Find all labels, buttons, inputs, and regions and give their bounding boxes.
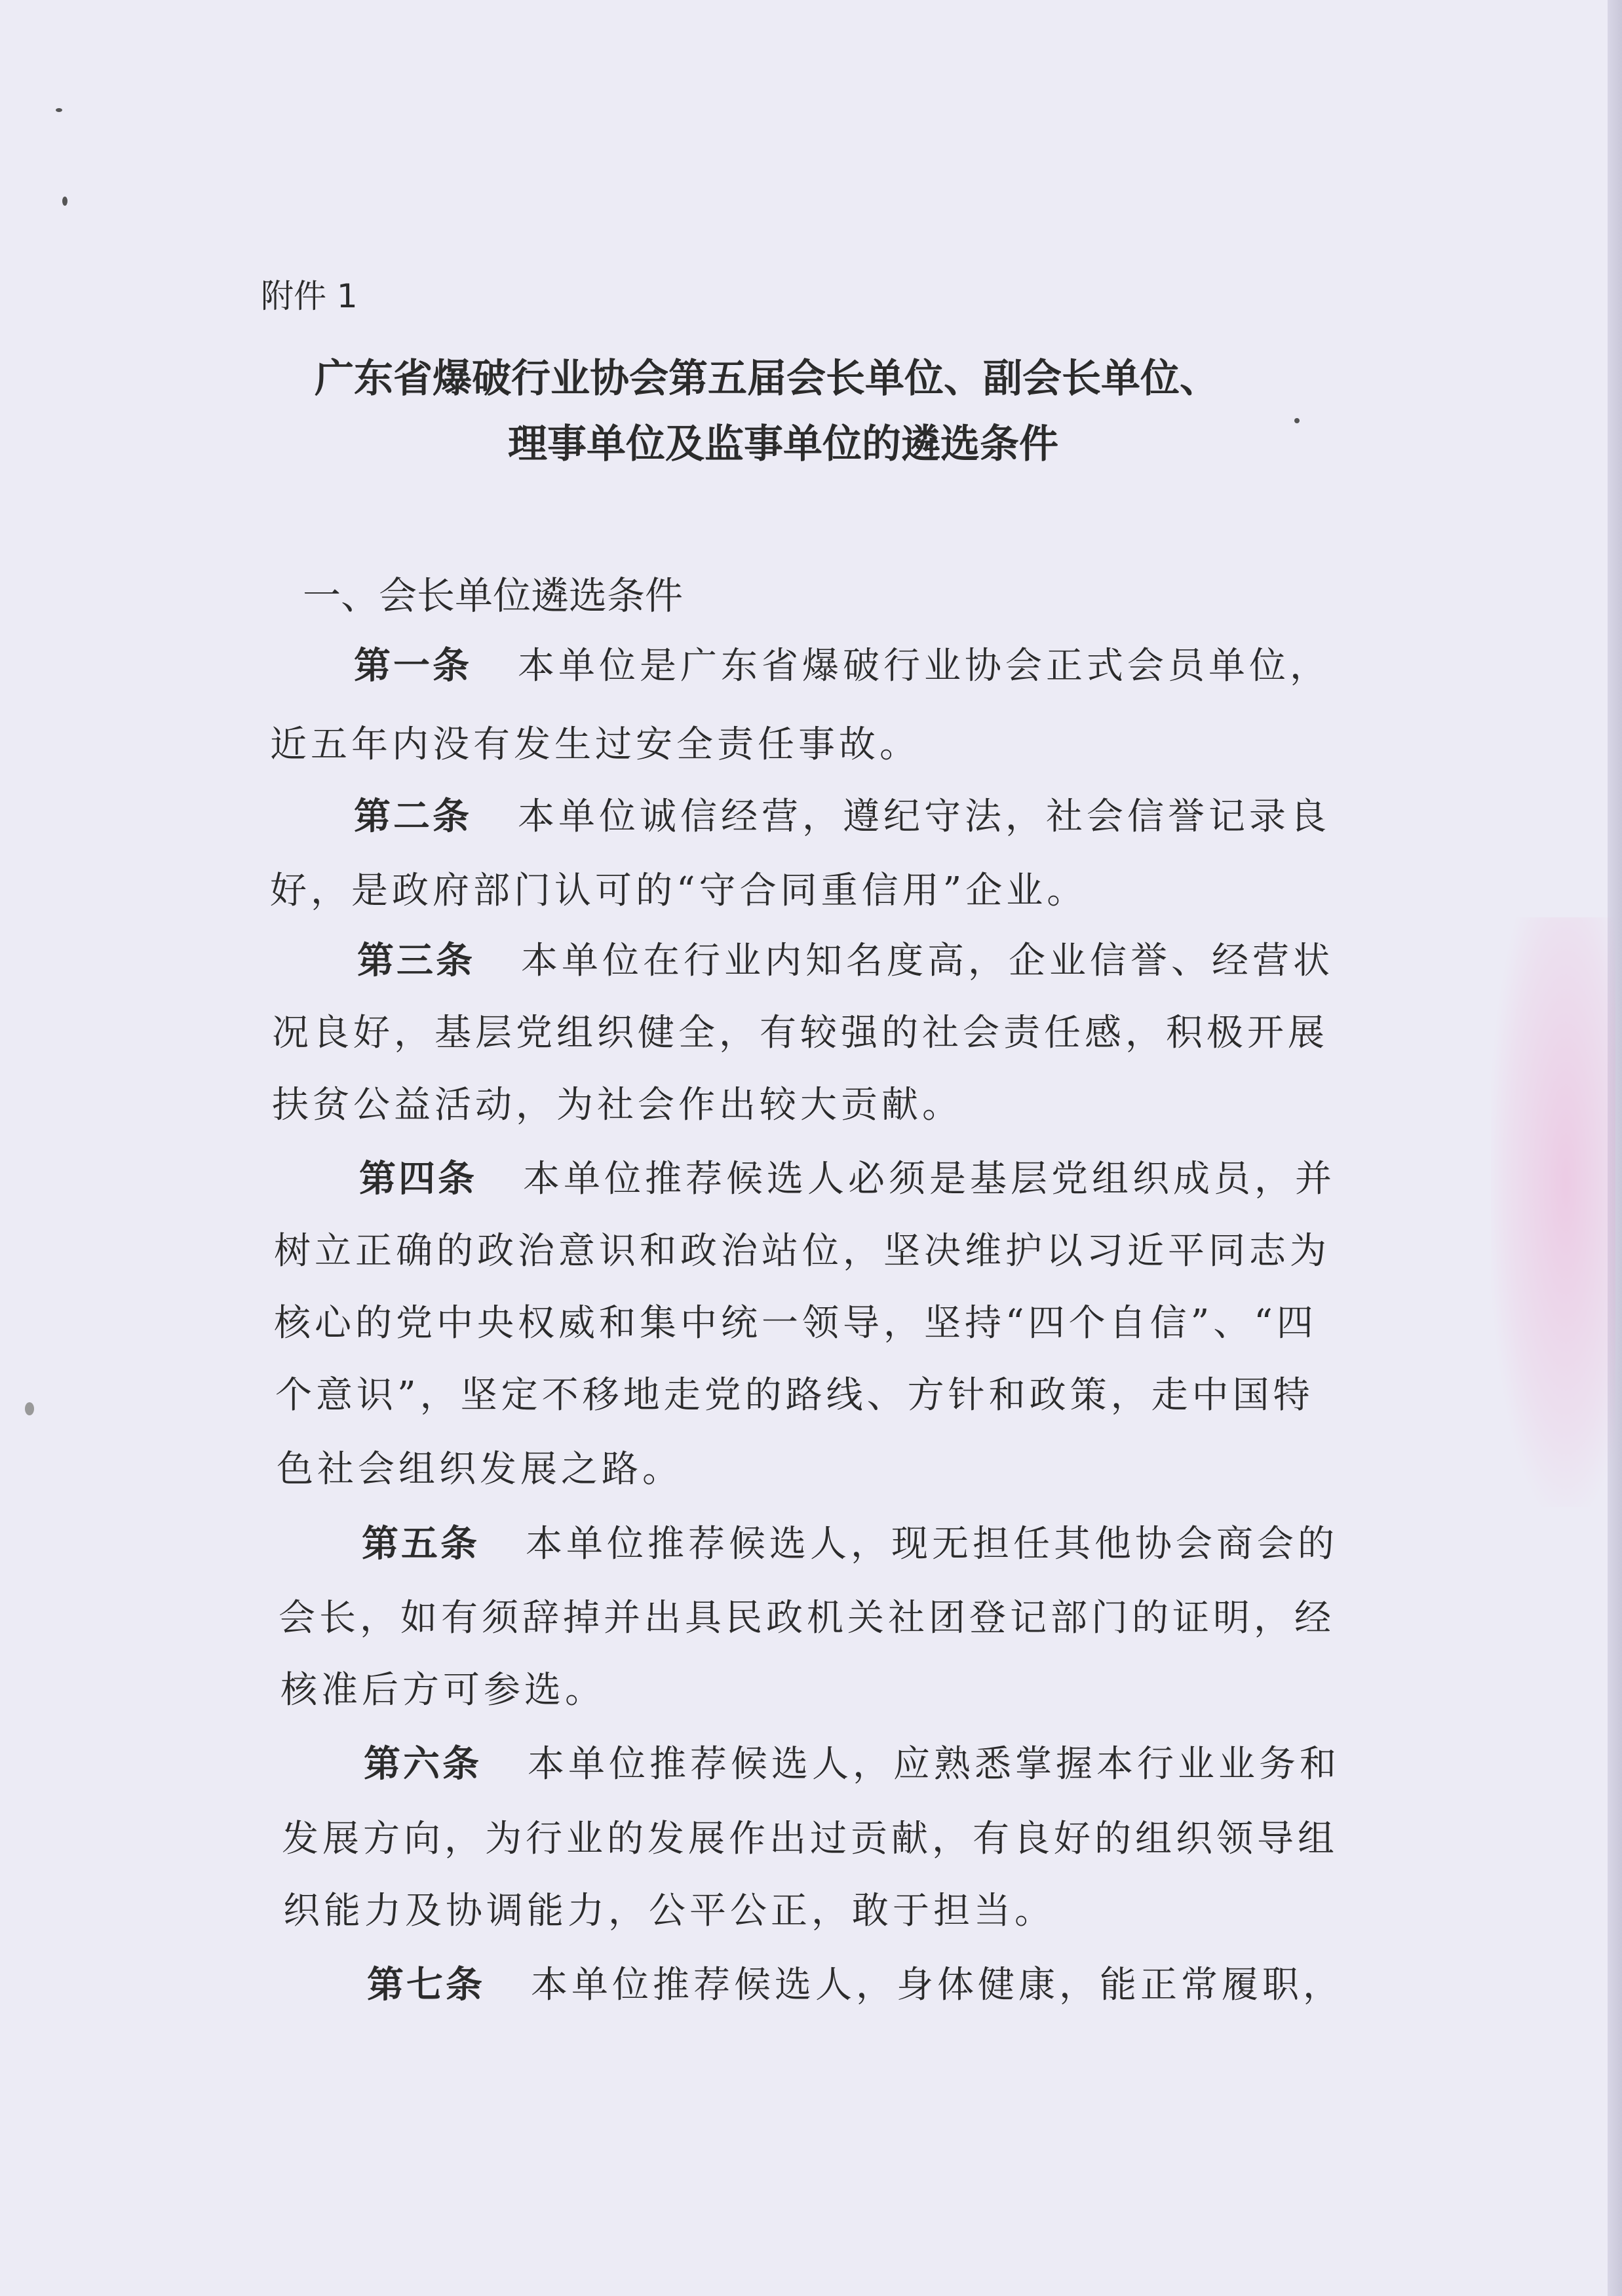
article-label: 第四条: [359, 1158, 477, 1200]
scan-speck: [25, 1402, 34, 1415]
article-3-line-1: [357, 932, 1334, 984]
article-1-line-1: [354, 637, 1330, 689]
article-4-line-4: 个意识”，坚定不移地走党的路线、方针和政策，走中国特: [275, 1374, 1314, 1417]
article-label: 第五条: [362, 1523, 480, 1565]
article-text: 本单位推荐候选人，现无担任其他协会商会的: [526, 1523, 1338, 1565]
article-3-line-3: 扶贫公益活动，为社会作出较大贡献。: [272, 1084, 963, 1126]
article-2-line-2: 好，是政府部门认可的“守合同重信用”企业。: [270, 870, 1088, 912]
article-4-line-2: 树立正确的政治意识和政治站位，坚决维护以习近平同志为: [274, 1230, 1330, 1272]
article-6-line-3: 织能力及协调能力，公平公正，敢于担当。: [283, 1890, 1055, 1932]
article-label: 第二条: [354, 795, 472, 838]
document-title-line-2: 理事单位及监事单位的遴选条件: [508, 421, 1058, 467]
article-text: 本单位推荐候选人，应熟悉掌握本行业业务和: [528, 1743, 1340, 1786]
article-5-line-2: 会长，如有须辞掉并出具民政机关社团登记部门的证明，经: [279, 1597, 1335, 1639]
article-text: 本单位是广东省爆破行业协会正式会员单位，: [518, 645, 1330, 687]
attachment-label: 附件 1: [261, 277, 358, 315]
document-title-line-1: 广东省爆破行业协会第五届会长单位、副会长单位、: [315, 356, 1219, 402]
article-5-line-1: [362, 1515, 1338, 1567]
article-7-line-1: [367, 1956, 1343, 2008]
article-1-line-2: 近五年内没有发生过安全责任事故。: [270, 723, 920, 766]
section-heading: 一、会长单位遴选条件: [303, 573, 684, 618]
article-label: 第六条: [364, 1743, 482, 1786]
article-4-line-5: 色社会组织发展之路。: [277, 1448, 683, 1491]
scan-speck: [56, 108, 62, 112]
scan-speck: [62, 197, 68, 206]
article-4-line-3: 核心的党中央权威和集中统一领导，坚持“四个自信”、“四: [274, 1302, 1317, 1345]
article-text: 本单位在行业内知名度高，企业信誉、经营状: [521, 940, 1334, 982]
article-label: 第一条: [354, 645, 472, 687]
article-text: 本单位推荐候选人，身体健康，能正常履职，: [531, 1964, 1343, 2006]
article-5-line-3: 核准后方可参选。: [280, 1669, 606, 1712]
article-6-line-1: [364, 1735, 1340, 1788]
article-2-line-1: [354, 788, 1330, 840]
stamp-bleed-mark: [1491, 917, 1615, 1507]
article-3-line-2: 况良好，基层党组织健全，有较强的社会责任感，积极开展: [272, 1012, 1328, 1054]
article-label: 第七条: [367, 1964, 485, 2006]
article-text: 本单位诚信经营，遵纪守法，社会信誉记录良: [518, 795, 1330, 838]
article-label: 第三条: [357, 940, 475, 982]
scan-speck: [1294, 418, 1300, 423]
article-text: 本单位推荐候选人必须是基层党组织成员，并: [523, 1158, 1336, 1200]
article-4-line-1: [359, 1150, 1336, 1202]
article-6-line-2: 发展方向，为行业的发展作出过贡献，有良好的组织领导组: [282, 1818, 1338, 1860]
